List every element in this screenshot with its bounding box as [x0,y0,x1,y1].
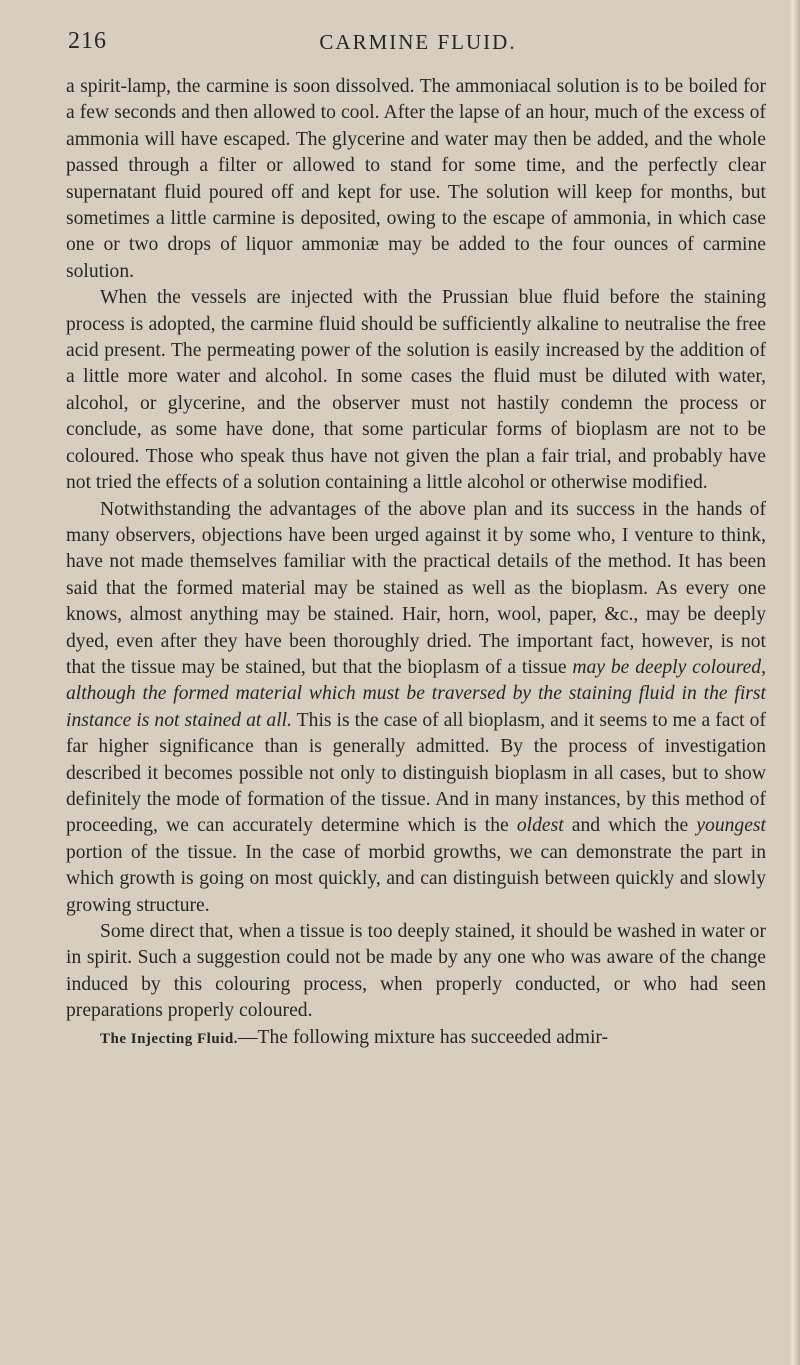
paragraph-2: When the vessels are injected with the Prussian blue fluid before the staining process is adopted, the carmine fluid should be sufficiently alkaline to neutralise the free acid present. The permeating power of the solution is easily increased by the addition of a little more water and alcohol. In some cases the fluid must be diluted with water, alcohol, or glycerine, and the observer must not hastily condemn the process or conclude, as some have done, that some particular forms of bioplasm are not to be coloured. Those who speak thus have not given the plan a fair trial, and probably have not tried the effects of a solution containing a little alcohol or otherwise modified. [66,287,766,494]
page-header [68,28,768,64]
paragraph-3-text-e: portion of the tissue. In the case of morbid growths, we can demonstrate the part in which growth is going on most quickly, and can distinguish between quickly and slowly growing structure. [66,841,766,916]
paragraph-3 [66,497,766,920]
emphasis-youngest: youngest [696,815,766,837]
paragraph-3-text-d: and which the [563,815,697,837]
body-text [66,74,766,1052]
emphasis-formed-material: although the formed material which must be traversed by the staining fluid in the first instance is not stained at all. [66,683,766,731]
emphasis-oldest: oldest [516,815,564,837]
emphasis-deeply-coloured: may be deeply coloured [572,656,762,678]
paragraph-3-text-a: Notwithstanding the advantages of the above plan and its success in the hands of many observers, objections have been urged against it by some who, I venture to think, have not made themselves familiar with the practical details of the method. It has been said that the formed material may be stained as well as the bioplasm. As every one knows, almost anything may be stained. Hair, horn, wool, paper, &c., may be deeply dyed, even after they have been thoroughly dried. The important fact, however, is not that the tissue may be stained, but that the bioplasm of a tissue [66,498,766,678]
paragraph-4: Some direct that, when a tissue is too deeply stained, it should be washed in water or in spirit. Such a suggestion could not be made by any one who was aware of the change induced by this colouring process, when properly conducted, or who had seen preparations properly coloured. [66,921,766,1022]
paragraph-3-text-c: This is the case of all bioplasm, and it seems to me a fact of far higher significance than is generally admitted. By the process of investigation described it becomes possible not only to distinguish bioplasm in all cases, but to show definitely the mode of formation of the tissue. And in many instances, by this method of proceeding, we can accurately determine which is the [66,709,766,837]
section-heading-injecting-fluid: The Injecting Fluid. [100,1030,238,1047]
paragraph-5 [66,1025,766,1052]
paragraph-5-text: —The following mixture has succeeded admir- [237,1026,609,1048]
paragraph-3-text-b: , [761,656,766,678]
running-head: CARMINE FLUID. [319,30,517,54]
page-edge [788,0,800,1365]
page-number: 216 [68,28,107,54]
paragraph-1: a spirit-lamp, the carmine is soon dissolved. The ammoniacal solution is to be boiled for a few seconds and then allowed to cool. After the lapse of an hour, much of the excess of ammonia will have escaped. The glycerine and water may then be added, and the whole passed through a filter or allowed to stand for some time, and the perfectly clear supernatant fluid poured off and kept for use. The solution will keep for months, but sometimes a little carmine is deposited, owing to the escape of ammonia, in which case one or two drops of liquor ammoniæ may be added to the four ounces of carmine solution. [66,76,766,282]
